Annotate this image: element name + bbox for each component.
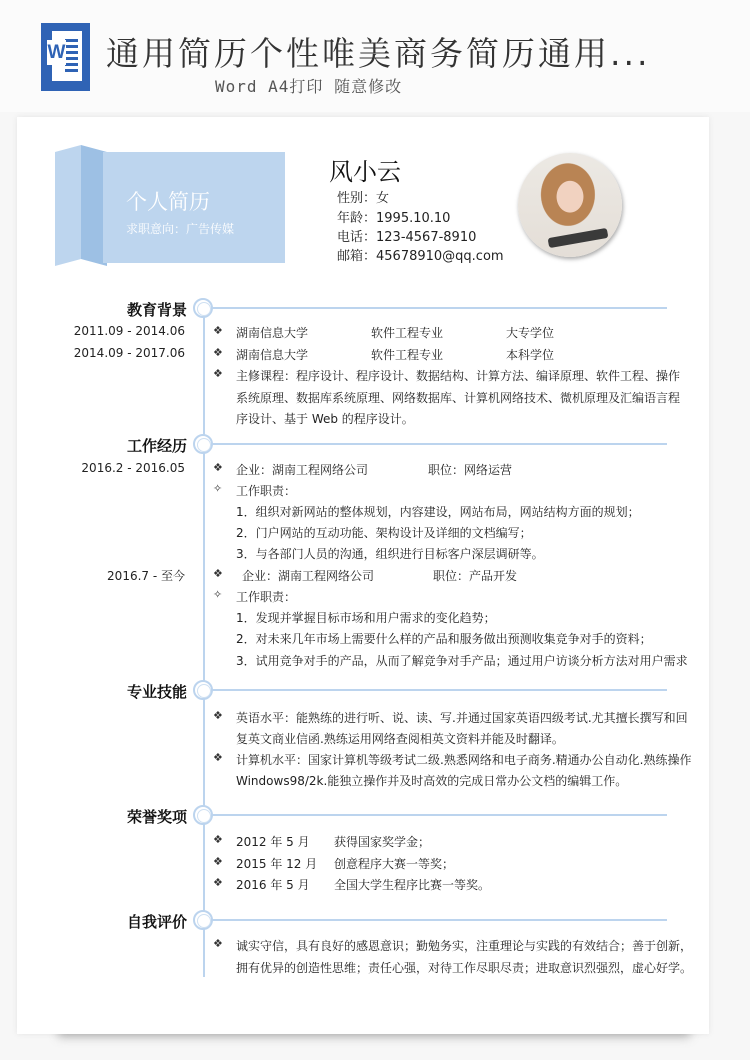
award-desc: 获得国家奖学金； xyxy=(334,835,431,849)
section-divider xyxy=(212,814,667,816)
birth-date: 年龄：1995.10.10 xyxy=(337,211,451,226)
document-title: 通用简历个性唯美商务简历通用... xyxy=(106,34,651,73)
word-icon-line xyxy=(65,63,78,66)
bullet-icon: ❖ xyxy=(213,876,223,889)
word-icon-line xyxy=(65,51,78,54)
section-title-self: 自我评价 xyxy=(126,913,187,931)
section-title-awards: 荣誉奖项 xyxy=(126,808,187,826)
job-date: 2016.2 - 2016.05 xyxy=(81,461,185,475)
word-icon-line xyxy=(65,69,78,72)
duty-label: 工作职责： xyxy=(236,590,297,604)
profile-photo xyxy=(518,153,622,257)
section-divider xyxy=(212,443,667,445)
skill-line: 英语水平：能熟练的进行听、说、读、写.并通过国家英语四级考试.尤其擅长撰写和回 xyxy=(236,711,688,725)
duty-item: 2．门户网站的互动功能、架构设计及详细的文档编写； xyxy=(236,526,532,540)
job-position: 职位：网络运营 xyxy=(428,463,513,477)
candidate-name: 风小云 xyxy=(329,158,401,186)
bullet-icon: ❖ xyxy=(213,461,223,474)
word-icon-line xyxy=(65,39,78,42)
timeline-node xyxy=(193,680,213,700)
gender: 性别：女 xyxy=(337,191,390,206)
courses-line: 序设计、基于 Web 的程序设计。 xyxy=(236,412,414,426)
award-date: 2016 年 5 月 xyxy=(236,878,310,892)
email: 邮箱：45678910@qq.com xyxy=(337,249,504,264)
duty-label: 工作职责： xyxy=(236,484,297,498)
word-icon-letter: W xyxy=(47,42,66,63)
preview-header xyxy=(0,0,750,112)
courses-line: 主修课程：程序设计、程序设计、数据结构、计算方法、编译原理、软件工程、操作 xyxy=(236,369,681,383)
bullet-icon: ❖ xyxy=(213,855,223,868)
ribbon-fold xyxy=(55,145,107,266)
duty-item: 3．试用竞争对手的产品，从而了解竞争对手产品；通过用户访谈分析方法对用户需求 xyxy=(236,654,688,668)
award-desc: 创意程序大赛一等奖； xyxy=(334,857,455,871)
skill-line: Windows98/2k.能独立操作并及时高效的完成日常办公文档的编辑工作。 xyxy=(236,774,628,788)
section-divider xyxy=(212,919,667,921)
bullet-icon: ❖ xyxy=(213,324,223,337)
duty-item: 3．与各部门人员的沟通，组织进行目标客户深层调研等。 xyxy=(236,547,544,561)
edu-major: 软件工程专业 xyxy=(371,348,444,362)
timeline-node xyxy=(193,298,213,318)
edu-degree: 本科学位 xyxy=(506,348,555,362)
section-title-work: 工作经历 xyxy=(126,437,187,455)
bullet-icon: ❖ xyxy=(213,833,223,846)
edu-date: 2011.09 - 2014.06 xyxy=(73,324,185,338)
edu-school: 湖南信息大学 xyxy=(236,326,309,340)
bullet-icon: ❖ xyxy=(213,567,223,580)
word-icon-line xyxy=(65,57,78,60)
skill-line: 复英文商业信函.熟练运用网络查阅相英文资料并能及时翻译。 xyxy=(236,732,564,746)
skill-line: 计算机水平：国家计算机等级考试二级.熟悉网络和电子商务.精通办公自动化.熟练操作 xyxy=(236,753,692,767)
hollow-bullet-icon: ✧ xyxy=(213,588,223,601)
timeline-node xyxy=(193,434,213,454)
timeline-node xyxy=(193,805,213,825)
duty-item: 1．发现并掌握目标市场和用户需求的变化趋势； xyxy=(236,611,496,625)
job-date: 2016.7 - 至今 xyxy=(107,569,185,583)
document-subtitle: Word A4打印 随意修改 xyxy=(215,77,403,96)
photo-detail xyxy=(548,228,609,248)
job-company: 企业：湖南工程网络公司 xyxy=(236,463,369,477)
bullet-icon: ❖ xyxy=(213,346,223,359)
bullet-icon: ❖ xyxy=(213,937,223,950)
edu-major: 软件工程专业 xyxy=(371,326,444,340)
award-date: 2012 年 5 月 xyxy=(236,835,310,849)
word-icon-line xyxy=(65,45,78,48)
self-eval-line: 诚实守信，具有良好的感恩意识；勤勉务实，注重理论与实践的有效结合；善于创新， xyxy=(236,939,693,953)
section-title-skills: 专业技能 xyxy=(126,683,187,701)
job-position: 职位：产品开发 xyxy=(433,569,518,583)
edu-date: 2014.09 - 2017.06 xyxy=(73,346,185,360)
bullet-icon: ❖ xyxy=(213,709,223,722)
bullet-icon: ❖ xyxy=(213,367,223,380)
edu-degree: 大专学位 xyxy=(506,326,555,340)
section-title-education: 教育背景 xyxy=(126,301,187,319)
job-objective: 求职意向：广告传媒 xyxy=(126,222,235,236)
award-desc: 全国大学生程序比赛一等奖。 xyxy=(334,878,491,892)
section-divider xyxy=(212,307,667,309)
duty-item: 1．组织对新网站的整体规划，内容建设，网站布局，网站结构方面的规划； xyxy=(236,505,640,519)
timeline-node xyxy=(193,910,213,930)
hollow-bullet-icon: ✧ xyxy=(213,482,223,495)
phone: 电话：123-4567-8910 xyxy=(337,230,477,245)
duty-item: 2．对未来几年市场上需要什么样的产品和服务做出预测收集竞争对手的资料； xyxy=(236,632,652,646)
bullet-icon: ❖ xyxy=(213,751,223,764)
resume-heading: 个人简历 xyxy=(126,190,210,214)
self-eval-line: 拥有优异的创造性思维；责任心强，对待工作尽职尽责；进取意识烈强烈，虚心好学。 xyxy=(236,961,693,975)
courses-line: 系统原理、数据库系统原理、网络数据库、计算机网络技术、微机原理及汇编语言程 xyxy=(236,391,681,405)
section-divider xyxy=(212,689,667,691)
edu-school: 湖南信息大学 xyxy=(236,348,309,362)
word-icon xyxy=(41,23,90,91)
job-company: 企业：湖南工程网络公司 xyxy=(242,569,375,583)
timeline-line xyxy=(203,315,205,977)
award-date: 2015 年 12 月 xyxy=(236,857,318,871)
